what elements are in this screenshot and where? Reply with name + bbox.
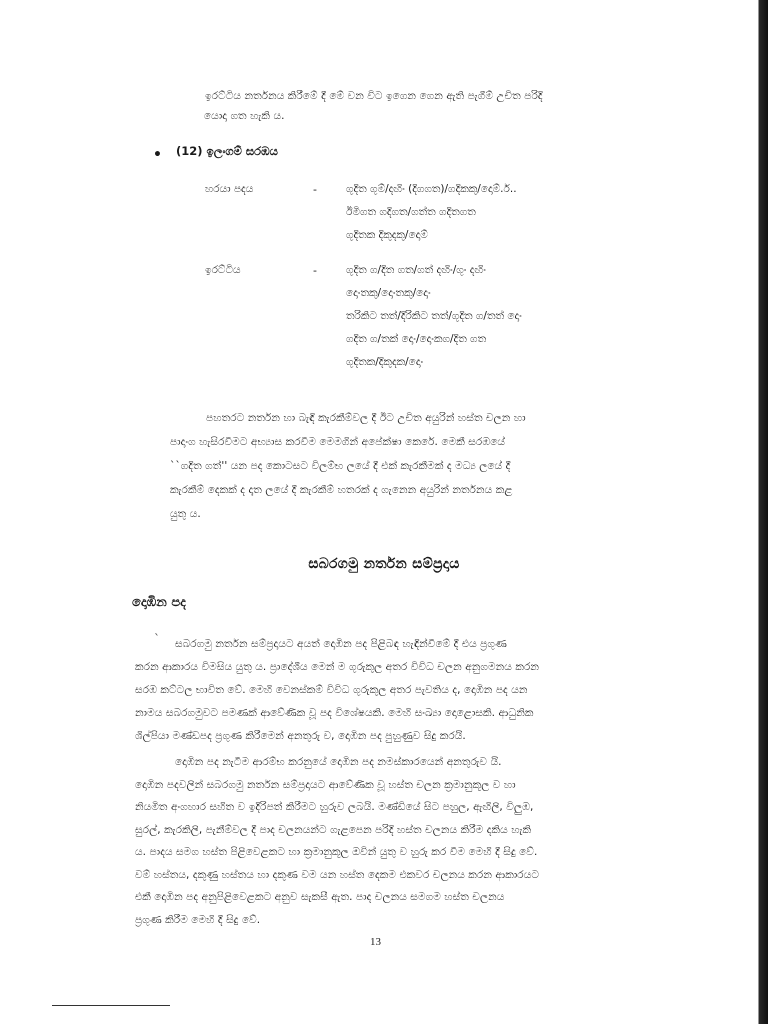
paragraph-line: එකී දොඹින පද අනුපිළිවෙළකට අනුව සැකසී ඇත. පාද චලනය සමගම හස්ත චලනය [135, 891, 505, 903]
section-title: සබරගමු නර්තන සම්ප්‍රදාය [308, 556, 460, 572]
paragraph-line: සබරගමු නර්තන සම්ප්‍රදායට අයත් දොඹින පද පිළිබඳ හැඳින්වීමේ දී එය ප්‍රගුණ [175, 638, 507, 650]
intro-paragraph-continuation [204, 104, 644, 128]
iratti-dash: - [313, 264, 317, 277]
paragraph-line: දොඹින පදවලින් සබරගමු නර්තන සම්ප්‍රදායට ආවේණික වූ හස්ත චලන ක්‍රමානුකූල ව හා [135, 778, 516, 791]
harayya-line: ගුදිතක දිකුදකු/දොම් [346, 229, 428, 241]
paragraph-line: සුරල්, කැරකිලි, පැනීම්වල දී පාද චලනයන්ට ගැළපෙන පරිදි හස්ත චලනය කිරීම දකිය හැකි [135, 823, 532, 836]
paragraph-line: කැරකීම් දෙකක් ද දෘත ලයේ දී කැරකීම් හතරක් ද ගැනෙන අයුරින් නර්තනය කළ [170, 484, 513, 496]
paragraph-line: කරන ආකාරය විමසිය යුතු ය. ප්‍රාදේශීය මෙන් ම ගුරුකුල අතර විවිධ චලන අනුගමනය කරන [135, 661, 540, 673]
scan-edge-shadow [754, 0, 768, 1024]
harayya-line: ගුදිත ගුම්/දඟිං (දිගගත)/ගදිකකු/දොම්.ර්.. [346, 183, 517, 195]
page-number: 13 [370, 936, 381, 948]
iratti-line: ගුදිතක/දිකුදක/දොං [346, 356, 424, 368]
iratti-line: දොංතකු/දොංතකු/දොං [346, 287, 431, 299]
paragraph-line: වම් හස්තය, දකුණු හස්තය හා දකුණ වම යන හස්ත දෙකම එකවර චලනය කරන ආකාරයට [135, 868, 540, 881]
iratti-line: ගදිත ග/තක් දොං/දොංකග/දිත ගත [346, 333, 487, 345]
paragraph-line: නාමය සබරගමුවට පමණක් ආවේණික වූ පද විශේෂයකි. මෙහි සංඛ්‍යා දොළොසකි. ආධුනික [135, 707, 534, 719]
iratti-label: ඉරට්ටිය [205, 264, 241, 276]
paragraph-line: සරඹ කට්ටල භාවිත වේ. මෙහි වෙනස්කම් විවිධ ගුරුකුල අතර පැවතිය ද, දොඹින පද යන [135, 684, 528, 696]
paragraph-line: ``ගදිත ගත්'' යන පද කොටසට විලම්භ ලයේ දී එක් කැරකීමක් ද මධ්‍ය ලයේ දී [170, 460, 511, 472]
harayya-label: හරයා පදය [205, 183, 254, 195]
paragraph-line: දොඹින පද නැටීම ආරම්භ කරනුයේ දොඹින පද නමස්කාරයෙන් අනතුරුව යි. [175, 756, 502, 768]
paragraph-1 [170, 406, 664, 526]
harayya-line: ඊමිගත ගදිගත/ගත්ත ගදිතගත [346, 206, 476, 218]
paragraph-3 [135, 751, 665, 931]
footnote-rule [52, 1005, 170, 1006]
intro-line: ඉරට්ටිය නර්තනය කිරීමේ දී මේ වන විට ඉගෙන ගෙන ඇති පැගීම් උචිත පරිදි [205, 90, 543, 102]
intro-line: යොදා ගත හැකි ය. [204, 110, 285, 122]
subheading: දොඹින පද [132, 595, 186, 610]
paragraph-line: පහතරට නර්තන හා බැඳි කැරකීම්වල දී ඊට උචිත අයුරින් හස්ත චලන හා [206, 412, 526, 424]
tick-icon: ˋ [154, 632, 160, 646]
paragraph-line: නියමිත අංගහාර සහිත ව ඉදිරිපත් කිරීමට හුරුව ලබයි. මණ්ඩියේ සිට පහුල, ඇඟිලි, විලුඹ, [135, 801, 534, 813]
section-heading: (12) ඉලංගම් සරඹය [176, 144, 278, 158]
iratti-line: තරිකිට තත්/දිරිකිට තත්/ගුදිත ග/තත් දොං [346, 310, 522, 322]
iratti-line: ගුදිත ග/දිත ගත/ගත් දඟිං/ගුං දඟිං [346, 264, 486, 276]
paragraph-line: ය. පාදය සමග හස්ත පිළිවෙළකට හා ක්‍රමානුකූල ඔවින් යුතු ව හුරු කර වීම මෙහි දී සිදු වේ. [135, 846, 538, 858]
paragraph-line: යුතු ය. [170, 508, 201, 520]
paragraph-line: පාදාංග හැසිරවීමට අභ්‍යාස කරවීම මෙමගින් අපේක්ෂා කෙරේ. මෙකී සරඹයේ [170, 436, 506, 448]
paragraph-2 [135, 633, 665, 748]
bullet-icon: • [153, 147, 162, 163]
paragraph-line: ප්‍රගුණ කිරීම මෙහි දී සිදු වේ. [135, 913, 261, 926]
harayya-dash: - [313, 183, 317, 196]
paragraph-line: ශිල්පියා මණ්ඩපද ප්‍රගුණ කිරීමෙන් අනතුරු ව, දොඹින පද පුහුණුව සිදු කරයි. [135, 730, 466, 742]
